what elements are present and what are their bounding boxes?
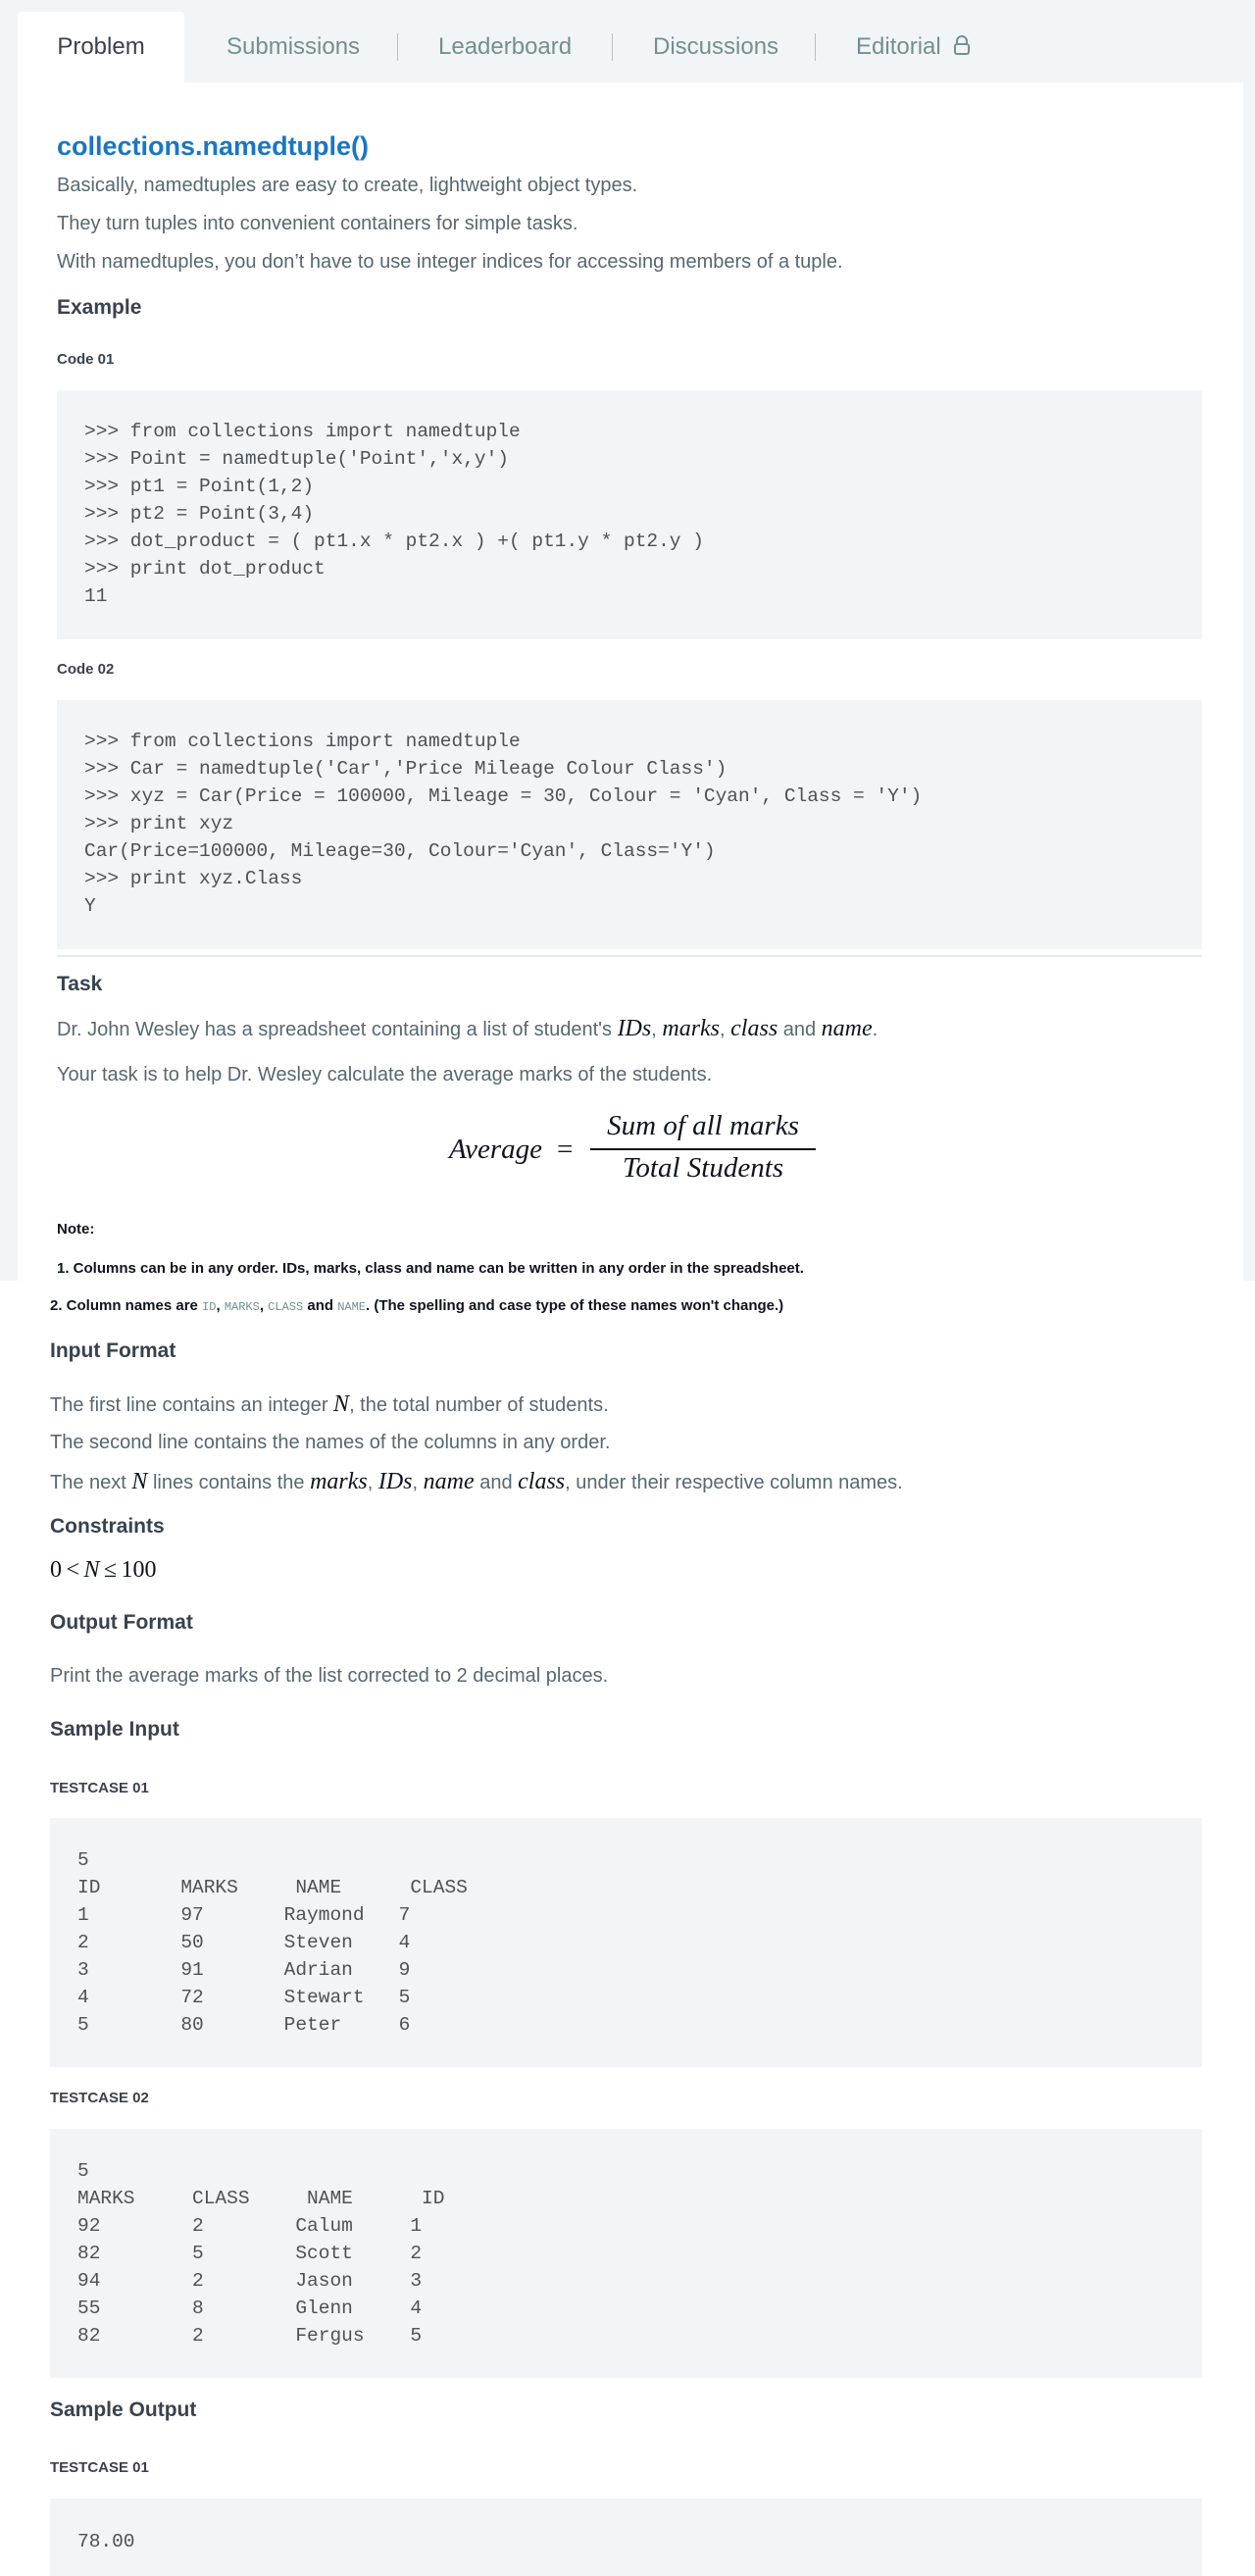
code-line: >>> print xyz.Class [84, 868, 303, 889]
fraction-bar [590, 1148, 816, 1150]
formula-denominator: Total Students [622, 1152, 784, 1184]
code-line: >>> print xyz [84, 813, 234, 834]
code-line: 5 [77, 1849, 89, 1871]
separator: , [367, 1472, 378, 1493]
code-line: 2 50 Steven 4 [77, 1932, 411, 1953]
constraint-expression [50, 1557, 157, 1584]
text: The first line contains an integer [50, 1394, 334, 1416]
code-line: 11 [84, 585, 108, 607]
tab-submissions[interactable]: Submissions [226, 33, 361, 60]
formula-numerator: Sum of all marks [607, 1110, 799, 1141]
sample-input-testcase-01 [50, 1818, 1202, 2067]
task-text: Dr. John Wesley has a spreadsheet containing a list of student's [57, 1019, 618, 1040]
code-line: >>> Car = namedtuple('Car','Price Mileage Colour Class') [84, 758, 728, 780]
code-line: 92 2 Calum 1 [77, 2215, 423, 2237]
code-line: >>> xyz = Car(Price = 100000, Mileage = 30, Colour = 'Cyan', Class = 'Y') [84, 785, 923, 807]
period: . [872, 1019, 878, 1040]
input-format-line: The second line contains the names of the columns in any order. [50, 1432, 611, 1453]
tab-discussions[interactable]: Discussions [653, 33, 779, 60]
code-line: 94 2 Jason 3 [77, 2270, 423, 2292]
intro-line: With namedtuples, you don’t have to use integer indices for accessing members of a tuple. [57, 251, 843, 273]
separator: , [720, 1019, 731, 1040]
task-description-line [57, 1016, 878, 1042]
formula-equals: = [557, 1134, 574, 1165]
code-line: >>> dot_product = ( pt1.x * pt2.x ) +( pt1.y * pt2.y ) [84, 530, 704, 552]
tab-problem[interactable]: Problem [18, 12, 184, 82]
code-line: >>> Point = namedtuple('Point','x,y') [84, 448, 509, 470]
math-marks: marks [662, 1016, 721, 1041]
math-n: N [333, 1391, 350, 1417]
lock-icon [953, 13, 971, 83]
input-format-line [50, 1469, 903, 1495]
problem-title: collections.namedtuple() [57, 131, 370, 161]
math-marks: marks [310, 1469, 368, 1494]
constraints-heading: Constraints [50, 1515, 165, 1538]
code-line: >>> pt2 = Point(3,4) [84, 503, 315, 525]
separator: and [303, 1297, 338, 1314]
math-zero: 0 [50, 1557, 62, 1583]
tab-divider [397, 33, 398, 61]
sample-input-testcase-02 [50, 2129, 1202, 2378]
math-less-than: < [66, 1557, 79, 1583]
code-line: ID MARKS NAME CLASS [77, 1877, 468, 1898]
note-text: 2. Column names are [50, 1297, 203, 1314]
note-label: Note: [57, 1221, 95, 1237]
input-format-line [50, 1391, 609, 1418]
testcase-label: TESTCASE 02 [50, 2090, 149, 2106]
code-02-label: Code 02 [57, 661, 115, 678]
and-word: and [778, 1019, 822, 1040]
column-name: MARKS [224, 1300, 260, 1314]
code-line: 3 91 Adrian 9 [77, 1959, 411, 1981]
tab-divider [815, 33, 816, 61]
example-heading: Example [57, 296, 142, 319]
task-heading: Task [57, 973, 103, 995]
code-line: 5 [77, 2160, 89, 2182]
output-format-heading: Output Format [50, 1611, 193, 1634]
output-format-text: Print the average marks of the list corrected to 2 decimal places. [50, 1665, 609, 1687]
code-line: 4 72 Stewart 5 [77, 1987, 411, 2008]
separator: , [216, 1297, 225, 1314]
code-line: MARKS CLASS NAME ID [77, 2188, 445, 2209]
math-class: class [518, 1469, 566, 1494]
tab-editorial[interactable] [856, 12, 971, 82]
code-line: 78.00 [77, 2531, 135, 2552]
code-01-label: Code 01 [57, 351, 115, 368]
code-line: >>> from collections import namedtuple [84, 421, 521, 442]
sample-input-heading: Sample Input [50, 1718, 179, 1741]
separator: , [412, 1472, 424, 1493]
intro-line: They turn tuples into convenient containers for simple tasks. [57, 213, 578, 234]
tab-divider [612, 33, 613, 61]
separator: , [259, 1297, 269, 1314]
math-ids: IDs [377, 1469, 413, 1494]
text: lines contains the [147, 1472, 311, 1493]
separator: , [651, 1019, 663, 1040]
math-class: class [730, 1016, 778, 1041]
math-n: N [83, 1557, 100, 1583]
sample-output-testcase-01 [50, 2499, 1202, 2576]
code-line: 82 5 Scott 2 [77, 2243, 423, 2264]
note-item: 1. Columns can be in any order. IDs, marks, class and name can be written in any order in the spreadsheet. [57, 1260, 804, 1277]
math-name: name [423, 1469, 475, 1494]
math-n: N [131, 1469, 148, 1494]
testcase-label: TESTCASE 01 [50, 1780, 149, 1796]
column-name: NAME [337, 1300, 367, 1314]
code-line: 55 8 Glenn 4 [77, 2298, 423, 2319]
tab-editorial-label: Editorial [856, 33, 941, 60]
text: The next [50, 1472, 132, 1493]
code-block-01 [57, 390, 1202, 639]
section-divider [57, 955, 1202, 957]
math-less-equal: ≤ [103, 1557, 118, 1583]
text: , the total number of students. [349, 1394, 609, 1416]
problem-tabs [0, 0, 1255, 82]
code-line: >>> pt1 = Point(1,2) [84, 476, 315, 497]
formula-lhs: Average [449, 1134, 543, 1165]
code-line: >>> from collections import namedtuple [84, 731, 521, 752]
code-line: >>> print dot_product [84, 558, 326, 580]
math-ids: IDs [617, 1016, 652, 1041]
code-block-02 [57, 700, 1202, 949]
column-name: ID [202, 1300, 217, 1314]
code-line: 1 97 Raymond 7 [77, 1904, 411, 1926]
intro-line: Basically, namedtuples are easy to create, lightweight object types. [57, 175, 638, 196]
note-text: . (The spelling and case type of these names won't change.) [366, 1297, 784, 1314]
code-line: Y [84, 895, 96, 917]
and-word: and [474, 1472, 519, 1493]
note-item [50, 1297, 783, 1314]
input-format-heading: Input Format [50, 1339, 176, 1362]
math-name: name [821, 1016, 873, 1041]
code-line: 82 2 Fergus 5 [77, 2325, 423, 2347]
sample-output-heading: Sample Output [50, 2399, 197, 2421]
task-description-line: Your task is to help Dr. Wesley calculate the average marks of the students. [57, 1064, 713, 1086]
testcase-label: TESTCASE 01 [50, 2459, 149, 2476]
code-line: 5 80 Peter 6 [77, 2014, 411, 2036]
text: , under their respective column names. [565, 1472, 903, 1493]
tab-leaderboard[interactable]: Leaderboard [438, 33, 573, 60]
column-name: CLASS [268, 1300, 304, 1314]
math-hundred: 100 [121, 1557, 157, 1583]
code-line: Car(Price=100000, Mileage=30, Colour='Cyan', Class='Y') [84, 840, 716, 862]
